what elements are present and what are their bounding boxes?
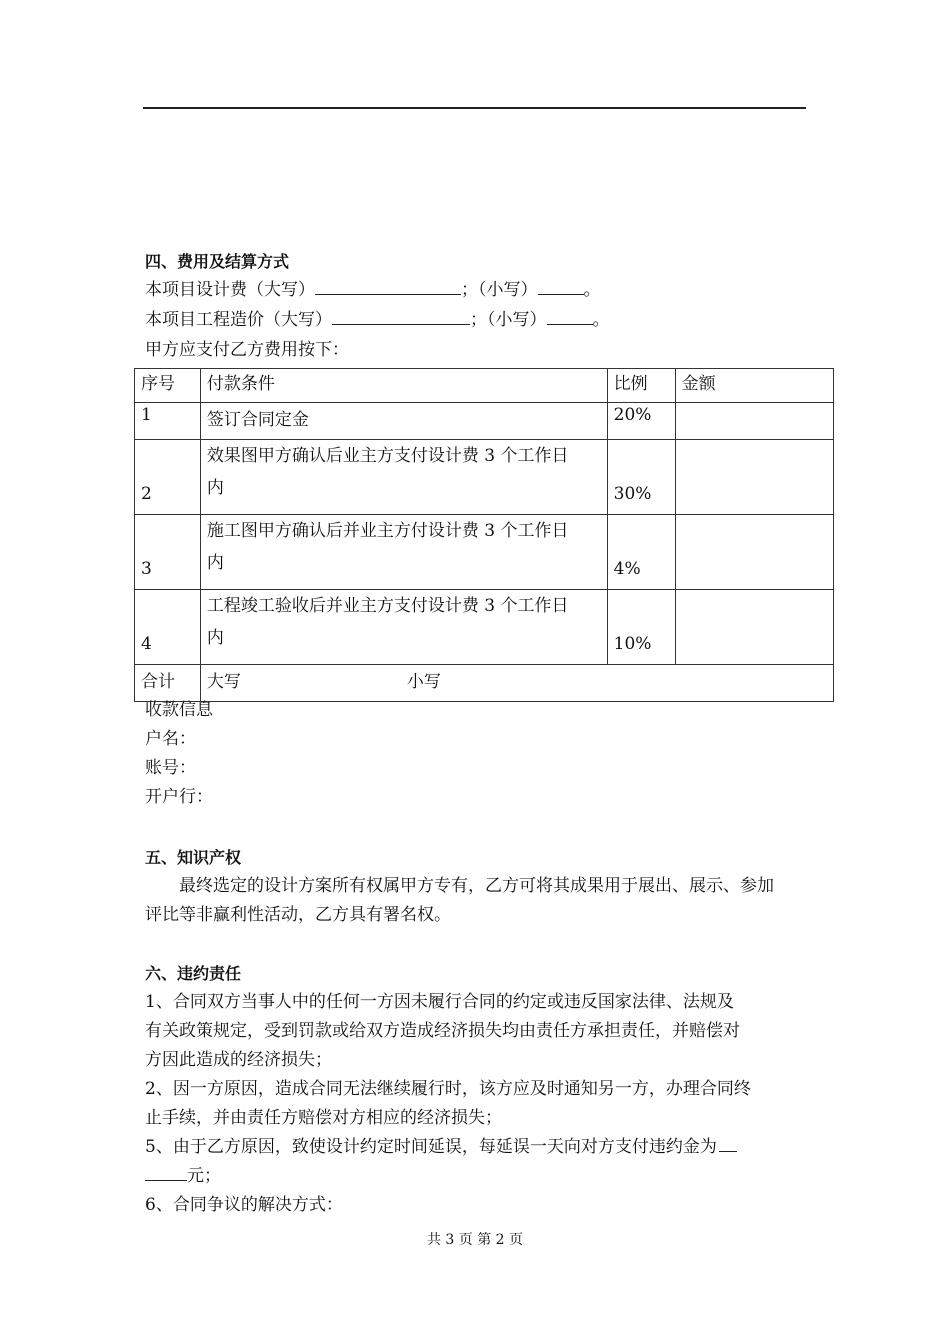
section6-line7 [145,1165,221,1187]
table-row [135,515,834,590]
section6-line2: 有关政策规定，受到罚款或给双方造成经济损失均由责任方承担责任，并赔偿对 [145,1021,740,1041]
row-ratio: 10% [607,590,675,665]
row-condition-line2: 内 [206,478,224,498]
row-condition [200,590,607,665]
row-condition [200,515,607,590]
payee-account: 账号： [145,758,196,778]
row-condition [200,440,607,515]
row-ratio: 30% [607,440,675,515]
row-no: 3 [135,515,201,590]
design-fee-line [145,279,601,301]
design-fee-lower-blank[interactable] [538,280,584,295]
row-condition-line2: 内 [206,628,224,648]
section6-line4: 2、因一方原因，造成合同无法继续履行时，该方应及时通知另一方，办理合同终 [145,1079,751,1099]
page-footer: 共 3 页 第 2 页 [426,1232,524,1248]
header-no: 序号 [135,369,201,403]
section5-line2: 评比等非赢利性活动，乙方具有署名权。 [145,905,451,925]
row-amount[interactable] [675,590,833,665]
design-fee-label: 本项目设计费（大写） [145,280,315,300]
header-condition: 付款条件 [200,369,607,403]
payee-title: 收款信息 [145,700,213,720]
cost-end: 。 [592,310,610,330]
row-no: 2 [135,440,201,515]
row-no: 1 [135,403,201,440]
section5-title: 五、知识产权 [145,848,242,867]
row-no: 4 [135,590,201,665]
payee-name: 户名： [145,729,196,749]
section6-line8: 6、合同争议的解决方式： [145,1195,343,1215]
payment-intro: 甲方应支付乙方费用按下： [145,340,349,360]
row-ratio: 20% [607,403,675,440]
table-header-row [135,369,834,403]
section6-line7-text: 元； [187,1166,221,1186]
total-upper-label: 大写 [206,672,241,692]
row-condition-line1: 效果图甲方确认后业主方支付设计费 3 个工作日 [206,446,569,466]
section6-line5: 止手续，并由责任方赔偿对方相应的经济损失； [145,1108,502,1128]
cost-line [145,309,610,331]
row-amount[interactable] [675,515,833,590]
cost-label: 本项目工程造价（大写） [145,310,332,330]
payment-table [134,368,834,702]
section6-title: 六、违约责任 [145,964,242,983]
header-rule [143,107,806,109]
section4-title: 四、费用及结算方式 [145,252,290,271]
design-fee-upper-blank[interactable] [315,280,461,295]
design-fee-mid: ；（小写） [461,280,538,300]
table-row [135,590,834,665]
section6-line1: 1、合同双方当事人中的任何一方因未履行合同的约定或违反国家法律、法规及 [145,992,734,1012]
cost-upper-blank[interactable] [332,310,470,325]
cost-mid: ；（小写） [470,310,547,330]
row-ratio: 4% [607,515,675,590]
row-condition-line1: 施工图甲方确认后并业主方付设计费 3 个工作日 [206,521,569,541]
header-ratio: 比例 [607,369,675,403]
table-row [135,403,834,440]
header-amount: 金额 [675,369,833,403]
total-cell[interactable] [200,665,833,702]
section6-line3: 方因此造成的经济损失； [145,1050,332,1070]
cost-lower-blank[interactable] [547,310,593,325]
total-label: 合计 [135,665,201,702]
penalty-blank-end[interactable] [145,1166,187,1181]
payee-bank: 开户行： [145,787,213,807]
table-row [135,440,834,515]
penalty-blank-start[interactable] [719,1137,737,1152]
row-amount[interactable] [675,440,833,515]
section5-line1: 最终选定的设计方案所有权属甲方专有，乙方可将其成果用于展出、展示、参加 [179,876,774,896]
row-condition-line2: 内 [206,553,224,573]
row-amount[interactable] [675,403,833,440]
total-lower-label: 小写 [406,672,441,692]
table-total-row [135,665,834,702]
section6-line6 [145,1136,737,1158]
design-fee-end: 。 [583,280,601,300]
row-condition-line1: 工程竣工验收后并业主方支付设计费 3 个工作日 [206,596,569,616]
row-condition: 签订合同定金 [200,403,607,440]
section6-line6-text: 5、由于乙方原因，致使设计约定时间延误，每延误一天向对方支付违约金为 [145,1137,717,1157]
